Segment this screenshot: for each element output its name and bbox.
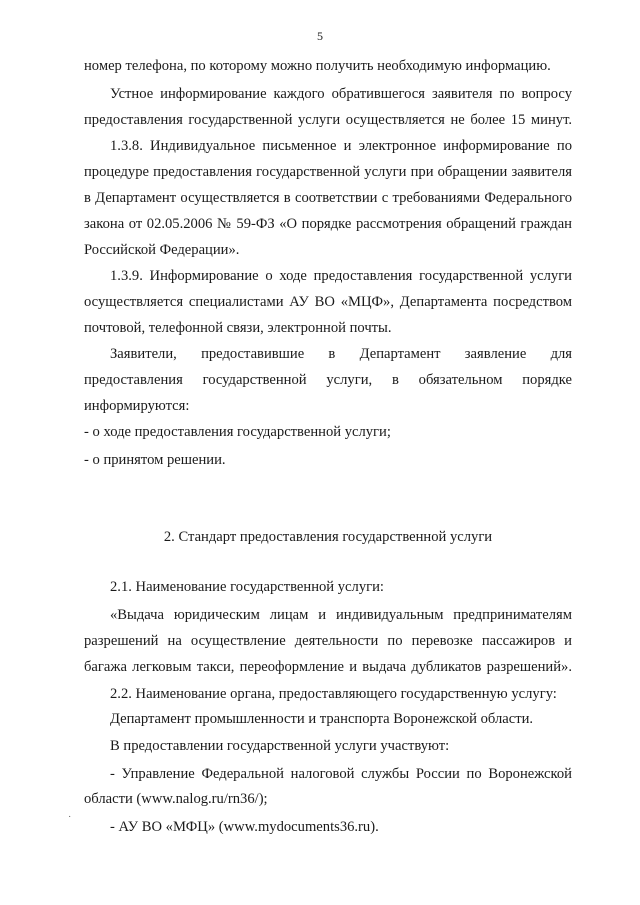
text-line: предоставления государственной услуги осуществляется не более 15 минут. [84, 112, 572, 128]
list-item: - о ходе предоставления государственной услуги; [84, 424, 391, 440]
list-item: - АУ ВО «МФЦ» (www.mydocuments36.ru). [110, 819, 379, 835]
text-line: области (www.nalog.ru/rn36/); [84, 791, 268, 807]
text-line: почтовой, телефонной связи, электронной почты. [84, 320, 392, 336]
text-line: багажа легковым такси, переоформление и выдача дубликатов разрешений». [84, 659, 572, 675]
text-line: разрешений на осуществление деятельности по перевозке пассажиров и [84, 633, 572, 649]
text-line: Департамент промышленности и транспорта Воронежской области. [110, 711, 534, 727]
scan-mark: ˙ [68, 815, 72, 826]
text-line: Российской Федерации». [84, 242, 240, 258]
page-number: 5 [317, 29, 323, 43]
text-line: 2.1. Наименование государственной услуги: [110, 579, 384, 595]
text-line: 1.3.9. Информирование о ходе предоставления государственной услуги [110, 268, 572, 284]
text-line: «Выдача юридическим лицам и индивидуальным предпринимателям [110, 607, 572, 623]
text-line: информируются: [84, 398, 190, 414]
text-line: закона от 02.05.2006 № 59-ФЗ «О порядке рассмотрения обращений граждан [84, 216, 572, 232]
text-line: номер телефона, по которому можно получить необходимую информацию. [84, 58, 551, 74]
list-item: - о принятом решении. [84, 452, 226, 468]
section-heading: 2. Стандарт предоставления государственной услуги [163, 529, 493, 545]
text-line: В предоставлении государственной услуги участвуют: [110, 738, 450, 754]
text-line: в Департамент осуществляется в соответствии с требованиями Федерального [84, 190, 572, 206]
list-item: - Управление Федеральной налоговой службы России по Воронежской [110, 766, 572, 782]
text-line: осуществляется специалистами АУ ВО «МЦФ», Департамента посредством [84, 294, 572, 310]
text-line: предоставления государственной услуги, в обязательном порядке [84, 372, 572, 388]
text-line: 1.3.8. Индивидуальное письменное и электронное информирование по [110, 138, 572, 154]
text-line: Устное информирование каждого обратившегося заявителя по вопросу [110, 86, 572, 102]
text-line: Заявители, предоставившие в Департамент заявление для [110, 346, 572, 362]
text-line: 2.2. Наименование органа, предоставляющего государственную услугу: [110, 686, 557, 702]
text-line: процедуре предоставления государственной услуги при обращении заявителя [84, 164, 572, 180]
